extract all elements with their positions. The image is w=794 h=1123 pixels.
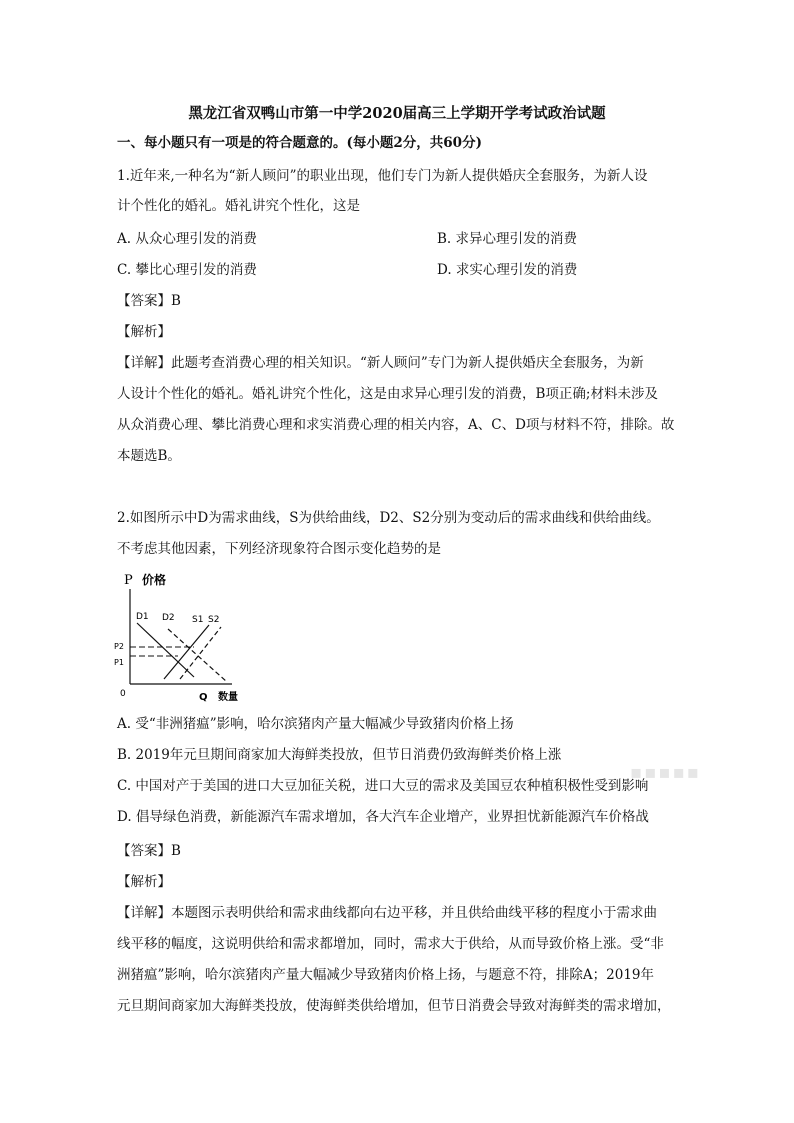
q1-stem-line-2: 计个性化的婚礼。婚礼讲究个性化，这是 <box>117 198 360 214</box>
q2-option-b: B. 2019年元旦期间商家加大海鲜类投放，但节日消费仍致海鲜类价格上涨 <box>117 747 562 763</box>
q1-detail-line-1: 【详解】此题考查消费心理的相关知识。“新人顾问”专门为新人提供婚庆全套服务，为新 <box>117 355 644 371</box>
page-title: 黑龙江省双鸭山市第一中学2020届高三上学期开学考试政治试题 <box>188 105 606 122</box>
q1-option-a: A. 从众心理引发的消费 <box>117 231 257 247</box>
figure-p-axis-letter: P <box>124 573 133 588</box>
q1-detail-line-2: 人设计个性化的婚礼。婚礼讲究个性化，这是由求异心理引发的消费，B项正确;材料未涉及 <box>117 386 658 402</box>
figure-quantity-label: 数量 <box>218 692 238 703</box>
figure-p1-label: P1 <box>114 658 124 667</box>
q2-option-c: C. 中国对产于美国的进口大豆加征关税，进口大豆的需求及美国豆农种植积极性受到影响 <box>117 778 649 794</box>
figure-q-label: Q <box>199 692 208 703</box>
figure-d1-label: D1 <box>136 612 149 622</box>
q2-detail-line-2: 线平移的幅度，这说明供给和需求都增加，同时，需求大于供给，从而导致价格上涨。受“非 <box>117 936 664 952</box>
figure-price-label: 价格 <box>142 573 167 587</box>
figure-p2-label: P2 <box>114 642 124 651</box>
q1-option-d: D. 求实心理引发的消费 <box>437 262 578 278</box>
q2-answer: 【答案】B <box>117 843 181 859</box>
q2-analysis-label: 【解析】 <box>117 874 171 890</box>
q1-option-b: B. 求异心理引发的消费 <box>437 231 578 247</box>
q2-detail-line-4: 元旦期间商家加大海鲜类投放，使海鲜类供给增加，但节日消费会导致对海鲜类的需求增加， <box>117 998 671 1014</box>
q1-stem-line-1: 1.近年来,一种名为“新人顾问”的职业出现，他们专门为新人提供婚庆全套服务，为新人设 <box>117 168 648 184</box>
q1-option-c: C. 攀比心理引发的消费 <box>117 262 257 278</box>
q2-option-a: A. 受“非洲猪瘟”影响，哈尔滨猪肉产量大幅减少导致猪肉价格上扬 <box>117 716 514 732</box>
figure-d2-label: D2 <box>162 613 175 623</box>
faint-watermark: ▪▪▪▪▪ <box>630 762 701 783</box>
supply-demand-figure <box>112 567 252 705</box>
q1-answer: 【答案】B <box>117 293 181 309</box>
q2-detail-line-3: 洲猪瘟”影响，哈尔滨猪肉产量大幅减少导致猪肉价格上扬，与题意不符，排除A；2019年 <box>117 967 655 983</box>
figure-d1-curve <box>137 623 194 677</box>
section-heading: 一、每小题只有一项是的符合题意的。(每小题2分，共60分) <box>117 135 482 151</box>
q2-stem-line-1: 2.如图所示中D为需求曲线，S为供给曲线，D2、S2分别为变动后的需求曲线和供给曲线。 <box>117 510 660 526</box>
q1-detail-line-3: 从众消费心理、攀比消费心理和求实消费心理的相关内容，A、C、D项与材料不符，排除。故 <box>117 417 675 433</box>
figure-origin: 0 <box>120 689 126 699</box>
q2-detail-line-1: 【详解】本题图示表明供给和需求曲线都向右边平移，并且供给曲线平移的程度小于需求曲 <box>117 905 657 921</box>
q2-stem-line-2: 不考虑其他因素，下列经济现象符合图示变化趋势的是 <box>117 541 441 557</box>
q1-detail-line-4: 本题选B。 <box>117 448 181 464</box>
figure-s2-label: S2 <box>208 615 220 625</box>
figure-s1-label: S1 <box>192 615 204 625</box>
q2-option-d: D. 倡导绿色消费，新能源汽车需求增加，各大汽车企业增产，业界担忧新能源汽车价格战 <box>117 809 649 825</box>
q1-analysis-label: 【解析】 <box>117 324 171 340</box>
